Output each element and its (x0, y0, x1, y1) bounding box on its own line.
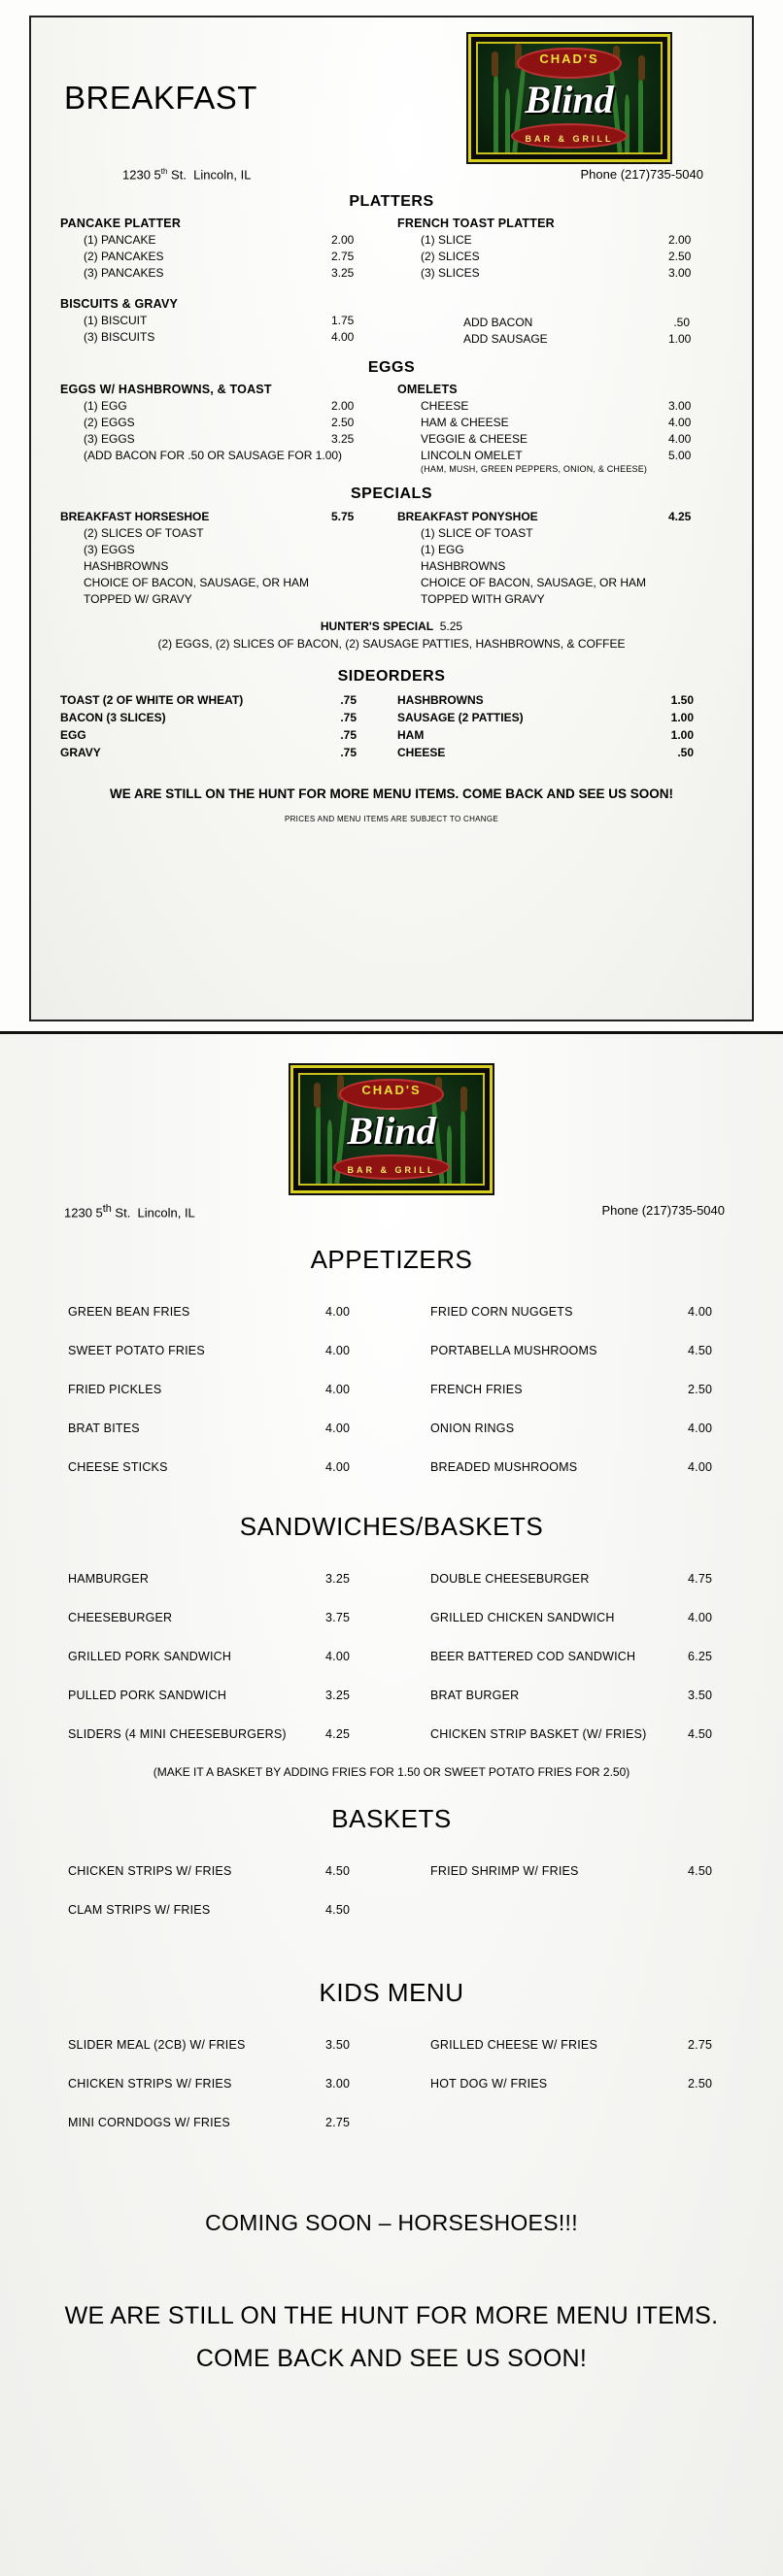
eggs-section (54, 383, 729, 474)
omelet-note: (HAM, MUSH, GREEN PEPPERS, ONION, & CHEESE) (421, 464, 648, 475)
restaurant-logo (468, 34, 670, 162)
special-line: CHOICE OF BACON, SAUSAGE, OR HAM (84, 576, 310, 590)
baskets-right (392, 1852, 754, 1929)
menu-row: (3) BISCUITS 4.00 (84, 330, 355, 345)
menu-row: CLAM STRIPS W/ FRIES 4.50 (68, 1903, 351, 1918)
menu-row: FRENCH FRIES 2.50 (430, 1383, 713, 1397)
sideorder-row: TOAST (2 OF WHITE OR WHEAT) .75 (60, 693, 357, 708)
menu-row: ADD SAUSAGE 1.00 (463, 332, 692, 347)
basket-note: (MAKE IT A BASKET BY ADDING FRIES FOR 1.50 OR SWEET POTATO FRIES FOR 2.50) (153, 1765, 630, 1780)
menu-row: GRILLED CHEESE W/ FRIES 2.75 (430, 2038, 713, 2053)
appetizers-section (29, 1292, 754, 1487)
appetizers-right (392, 1292, 754, 1487)
section-appetizers-title: APPETIZERS (310, 1245, 473, 1275)
menu-row: (1) EGG 2.00 (84, 399, 355, 414)
appetizers-left (29, 1292, 392, 1487)
menu-row: GRILLED PORK SANDWICH 4.00 (68, 1650, 351, 1664)
special-header: BREAKFAST PONYSHOE 4.25 (397, 510, 692, 524)
hunters-special-desc: (2) EGGS, (2) SLICES OF BACON, (2) SAUSAGE PATTIES, HASHBROWNS, & COFFEE (157, 637, 626, 652)
sideorder-row: BACON (3 SLICES) .75 (60, 711, 357, 725)
logo-bottom-text: BAR & GRILL (347, 1165, 436, 1175)
group-title: EGGS W/ HASHBROWNS, & TOAST (60, 383, 272, 397)
disclaimer: PRICES AND MENU ITEMS ARE SUBJECT TO CHANGE (284, 815, 499, 824)
menu-row: CHICKEN STRIPS W/ FRIES 3.00 (68, 2077, 351, 2091)
special-line: HASHBROWNS (421, 559, 506, 574)
breakfast-footer-note: WE ARE STILL ON THE HUNT FOR MORE MENU ITEMS. COME BACK AND SEE US SOON! (109, 786, 673, 802)
menu-row: VEGGIE & CHEESE 4.00 (421, 432, 692, 447)
hunters-special-header: HUNTER'S SPECIAL 5.25 (320, 619, 463, 634)
section-platters-title: PLATTERS (349, 193, 434, 211)
sideorders-section (54, 691, 729, 761)
special-line: CHOICE OF BACON, SAUSAGE, OR HAM (421, 576, 647, 590)
platters-left (54, 217, 392, 348)
special-line: HASHBROWNS (84, 559, 169, 574)
sideorders-right (392, 691, 729, 761)
sandwiches-right (392, 1559, 754, 1754)
menu-row: CHICKEN STRIPS W/ FRIES 4.50 (68, 1864, 351, 1879)
specials-left (54, 509, 392, 608)
breakfast-panel (0, 0, 783, 1034)
specials-section (54, 509, 729, 608)
eggs-left (54, 383, 392, 474)
sideorder-row: SAUSAGE (2 PATTIES) 1.00 (397, 711, 694, 725)
platters-section (54, 217, 729, 348)
menu-row: BEER BATTERED COD SANDWICH 6.25 (430, 1650, 713, 1664)
baskets-section (29, 1852, 754, 1929)
restaurant-logo (290, 1065, 493, 1193)
menu-row: GRILLED CHICKEN SANDWICH 4.00 (430, 1611, 713, 1625)
address: 1230 5th St. Lincoln, IL (64, 1203, 195, 1221)
menu-row: PORTABELLA MUSHROOMS 4.50 (430, 1344, 713, 1358)
special-line: (1) EGG (421, 543, 464, 557)
menu-row: ADD BACON .50 (463, 316, 690, 330)
menu-row: SLIDERS (4 MINI CHEESEBURGERS) 4.25 (68, 1727, 351, 1742)
phone: Phone (217)735-5040 (580, 167, 703, 182)
menu-row: BREADED MUSHROOMS 4.00 (430, 1460, 713, 1475)
menu-row: BRAT BURGER 3.50 (430, 1689, 713, 1703)
sideorder-row: CHEESE .50 (397, 746, 694, 760)
special-line: TOPPED W/ GRAVY (84, 592, 192, 607)
sandwiches-section (29, 1559, 754, 1754)
section-sideorders-title: SIDEORDERS (337, 668, 446, 686)
menu-row: CHEESE 3.00 (421, 399, 692, 414)
menu-row: FRIED PICKLES 4.00 (68, 1383, 351, 1397)
menu-row: (2) SLICES 2.50 (421, 250, 692, 264)
coming-soon-banner: COMING SOON – HORSESHOES!!! (205, 2210, 578, 2236)
closing-note (29, 2294, 754, 2380)
menu-row: HAM & CHEESE 4.00 (421, 416, 692, 430)
group-title: PANCAKE PLATTER (60, 217, 182, 231)
page-title: BREAKFAST (64, 80, 257, 116)
kids-section (29, 2025, 754, 2142)
menu-row: HOT DOG W/ FRIES 2.50 (430, 2077, 713, 2091)
sideorder-row: EGG .75 (60, 728, 357, 743)
menu-row: (3) PANCAKES 3.25 (84, 266, 355, 281)
main-contact (29, 1193, 754, 1220)
menu-row: PULLED PORK SANDWICH 3.25 (68, 1689, 351, 1703)
menu-row: (2) EGGS 2.50 (84, 416, 355, 430)
menu-row: (3) EGGS 3.25 (84, 432, 355, 447)
logo-top-text: CHAD'S (361, 1083, 422, 1097)
baskets-left (29, 1852, 392, 1929)
platters-right (392, 217, 729, 348)
menu-row: CHEESE STICKS 4.00 (68, 1460, 351, 1475)
menu-row: (3) SLICES 3.00 (421, 266, 692, 281)
menu-row: FRIED CORN NUGGETS 4.00 (430, 1305, 713, 1320)
menu-row: SLIDER MEAL (2CB) W/ FRIES 3.50 (68, 2038, 351, 2053)
menu-row: HAMBURGER 3.25 (68, 1572, 351, 1587)
menu-row: ONION RINGS 4.00 (430, 1422, 713, 1436)
logo-container (29, 1061, 754, 1193)
section-kids-title: KIDS MENU (319, 1978, 464, 2008)
specials-right (392, 509, 729, 608)
special-line: (3) EGGS (84, 543, 135, 557)
special-header: BREAKFAST HORSESHOE 5.75 (60, 510, 355, 524)
menu-row: DOUBLE CHEESEBURGER 4.75 (430, 1572, 713, 1587)
special-line: TOPPED WITH GRAVY (421, 592, 545, 607)
sideorder-row: GRAVY .75 (60, 746, 357, 760)
logo-name: Blind (347, 1109, 436, 1153)
eggs-right (392, 383, 729, 474)
group-title: BISCUITS & GRAVY (60, 297, 179, 312)
menu-row: MINI CORNDOGS W/ FRIES 2.75 (68, 2116, 351, 2130)
breakfast-header (54, 31, 729, 165)
breakfast-card (29, 16, 754, 1021)
sideorders-left (54, 691, 392, 761)
menu-row: (1) BISCUIT 1.75 (84, 314, 355, 328)
menu-row: LINCOLN OMELET 5.00 (421, 449, 692, 463)
menu-row: CHEESEBURGER 3.75 (68, 1611, 351, 1625)
group-title: FRENCH TOAST PLATTER (397, 217, 555, 231)
menu-row: (1) PANCAKE 2.00 (84, 233, 355, 248)
menu-row: BRAT BITES 4.00 (68, 1422, 351, 1436)
phone: Phone (217)735-5040 (601, 1203, 725, 1218)
menu-row: CHICKEN STRIP BASKET (W/ FRIES) 4.50 (430, 1727, 713, 1742)
logo-name: Blind (525, 78, 614, 121)
kids-right (392, 2025, 754, 2142)
kids-left (29, 2025, 392, 2142)
section-sandwiches-title: SANDWICHES/BASKETS (239, 1512, 544, 1542)
eggs-left-note: (ADD BACON FOR .50 OR SAUSAGE FOR 1.00) (84, 449, 343, 463)
sideorder-row: HAM 1.00 (397, 728, 694, 743)
menu-row: FRIED SHRIMP W/ FRIES 4.50 (430, 1864, 713, 1879)
group-title: OMELETS (397, 383, 458, 397)
menu-row: (1) SLICE 2.00 (421, 233, 692, 248)
sandwiches-left (29, 1559, 392, 1754)
menu-row: (2) PANCAKES 2.75 (84, 250, 355, 264)
section-specials-title: SPECIALS (350, 485, 432, 503)
logo-bottom-text: BAR & GRILL (525, 134, 614, 144)
special-line: (2) SLICES OF TOAST (84, 526, 204, 541)
special-line: (1) SLICE OF TOAST (421, 526, 533, 541)
section-eggs-title: EGGS (367, 359, 416, 377)
main-menu-panel (0, 1034, 783, 2576)
breakfast-contact (54, 165, 729, 182)
closing-line-2: COME BACK AND SEE US SOON! (195, 2345, 588, 2373)
sideorder-row: HASHBROWNS 1.50 (397, 693, 694, 708)
menu-row: SWEET POTATO FRIES 4.00 (68, 1344, 351, 1358)
closing-line-1: WE ARE STILL ON THE HUNT FOR MORE MENU ITEMS. (64, 2302, 719, 2330)
menu-row: GREEN BEAN FRIES 4.00 (68, 1305, 351, 1320)
address: 1230 5th St. Lincoln, IL (122, 167, 252, 183)
logo-top-text: CHAD'S (539, 51, 599, 66)
section-baskets-title: BASKETS (331, 1804, 452, 1834)
